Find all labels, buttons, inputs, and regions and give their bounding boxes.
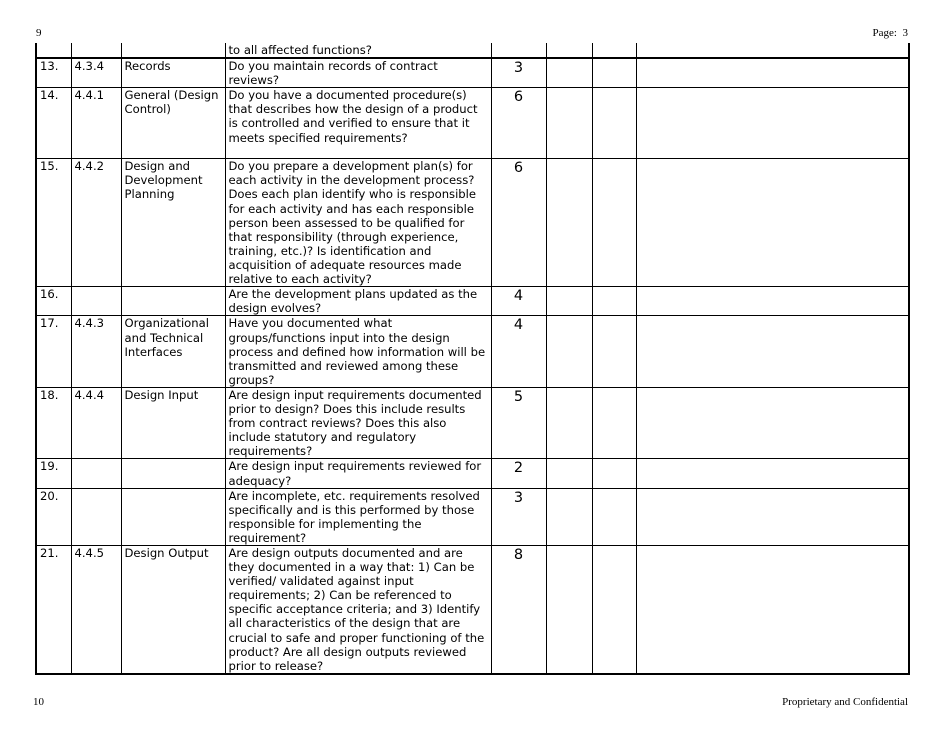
comments-cell <box>636 316 909 387</box>
question-cell: Are design input requirements documented prior to design? Does this include results from contract reviews? Does this also include statutory and regulatory requirements? <box>225 387 491 458</box>
topic-cell: Organizational and Technical Interfaces <box>121 316 225 387</box>
question-cell: Do you have a documented procedure(s) that describes how the design of a product is controlled and verified to ensure that it meets specified requirements? <box>225 88 491 159</box>
clause-cell: 4.4.3 <box>71 316 121 387</box>
comments-cell <box>636 58 909 88</box>
question-cell: to all affected functions? <box>225 43 491 58</box>
score-cell: 5 <box>491 387 546 458</box>
score-cell <box>491 43 546 58</box>
item-number-cell <box>36 43 71 58</box>
empty-cell <box>592 488 636 545</box>
table-row <box>36 58 909 88</box>
empty-cell <box>592 459 636 488</box>
clause-cell: 4.4.4 <box>71 387 121 458</box>
empty-cell <box>592 43 636 58</box>
table-row <box>36 88 909 159</box>
empty-cell <box>546 58 592 88</box>
comments-cell <box>636 545 909 673</box>
score-cell: 6 <box>491 88 546 159</box>
topic-cell: General (Design Control) <box>121 88 225 159</box>
topic-cell <box>121 287 225 316</box>
empty-cell <box>546 316 592 387</box>
comments-cell <box>636 387 909 458</box>
empty-cell <box>546 459 592 488</box>
clause-cell: 4.4.1 <box>71 88 121 159</box>
empty-cell <box>546 88 592 159</box>
topic-cell: Records <box>121 58 225 88</box>
item-number-cell: 19. <box>36 459 71 488</box>
item-number-cell: 15. <box>36 159 71 287</box>
empty-cell <box>546 387 592 458</box>
table-row <box>36 545 909 673</box>
item-number-cell: 13. <box>36 58 71 88</box>
topic-cell <box>121 43 225 58</box>
table-row <box>36 43 909 58</box>
clause-cell: 4.4.2 <box>71 159 121 287</box>
item-number-cell: 18. <box>36 387 71 458</box>
topic-cell <box>121 488 225 545</box>
table-row <box>36 387 909 458</box>
empty-cell <box>546 545 592 673</box>
clause-cell <box>71 459 121 488</box>
empty-cell <box>546 488 592 545</box>
table-row <box>36 159 909 287</box>
empty-cell <box>592 287 636 316</box>
table-row <box>36 459 909 488</box>
clause-cell: 4.4.5 <box>71 545 121 673</box>
empty-cell <box>592 58 636 88</box>
score-cell: 3 <box>491 488 546 545</box>
item-number-cell: 14. <box>36 88 71 159</box>
item-number-cell: 17. <box>36 316 71 387</box>
footer-page-index: 10 <box>33 696 44 708</box>
comments-cell <box>636 88 909 159</box>
table-row <box>36 316 909 387</box>
empty-cell <box>592 316 636 387</box>
topic-cell: Design and Development Planning <box>121 159 225 287</box>
item-number-cell: 21. <box>36 545 71 673</box>
topic-cell: Design Output <box>121 545 225 673</box>
comments-cell <box>636 488 909 545</box>
empty-cell <box>592 159 636 287</box>
empty-cell <box>546 287 592 316</box>
clause-cell <box>71 488 121 545</box>
clause-cell: 4.3.4 <box>71 58 121 88</box>
question-cell: Do you prepare a development plan(s) for each activity in the development process? Does each plan identify who is responsible for each activity and has each responsible person been assessed to be qualified for that responsibility (through experience, training, etc.)? Is identification and acquisition of adequate resources made relative to each activity? <box>225 159 491 287</box>
question-cell: Do you maintain records of contract reviews? <box>225 58 491 88</box>
empty-cell <box>592 387 636 458</box>
score-cell: 6 <box>491 159 546 287</box>
score-cell: 4 <box>491 287 546 316</box>
header-page-index: 9 <box>36 27 42 39</box>
header-page-label: Page: 3 <box>872 27 908 39</box>
empty-cell <box>592 88 636 159</box>
score-cell: 2 <box>491 459 546 488</box>
topic-cell <box>121 459 225 488</box>
table-row <box>36 287 909 316</box>
clause-cell <box>71 287 121 316</box>
comments-cell <box>636 43 909 58</box>
score-cell: 3 <box>491 58 546 88</box>
question-cell: Are design outputs documented and are they documented in a way that: 1) Can be verified/ validated against input requirements; 2) Can be referenced to specific acceptance criteria; and 3) Identify all characteristics of the design that are crucial to safe and proper functioning of the product? Are all design outputs reviewed prior to release? <box>225 545 491 673</box>
empty-cell <box>546 159 592 287</box>
score-cell: 4 <box>491 316 546 387</box>
question-cell: Have you documented what groups/functions input into the design process and defined how information will be transmitted and reviewed among these groups? <box>225 316 491 387</box>
clause-cell <box>71 43 121 58</box>
comments-cell <box>636 287 909 316</box>
question-cell: Are incomplete, etc. requirements resolved specifically and is this performed by those responsible for implementing the requirement? <box>225 488 491 545</box>
table-row <box>36 488 909 545</box>
topic-cell: Design Input <box>121 387 225 458</box>
comments-cell <box>636 459 909 488</box>
empty-cell <box>592 545 636 673</box>
audit-checklist-table <box>35 43 910 675</box>
score-cell: 8 <box>491 545 546 673</box>
question-cell: Are design input requirements reviewed for adequacy? <box>225 459 491 488</box>
item-number-cell: 16. <box>36 287 71 316</box>
comments-cell <box>636 159 909 287</box>
footer-confidentiality: Proprietary and Confidential <box>782 696 908 708</box>
question-cell: Are the development plans updated as the design evolves? <box>225 287 491 316</box>
empty-cell <box>546 43 592 58</box>
item-number-cell: 20. <box>36 488 71 545</box>
